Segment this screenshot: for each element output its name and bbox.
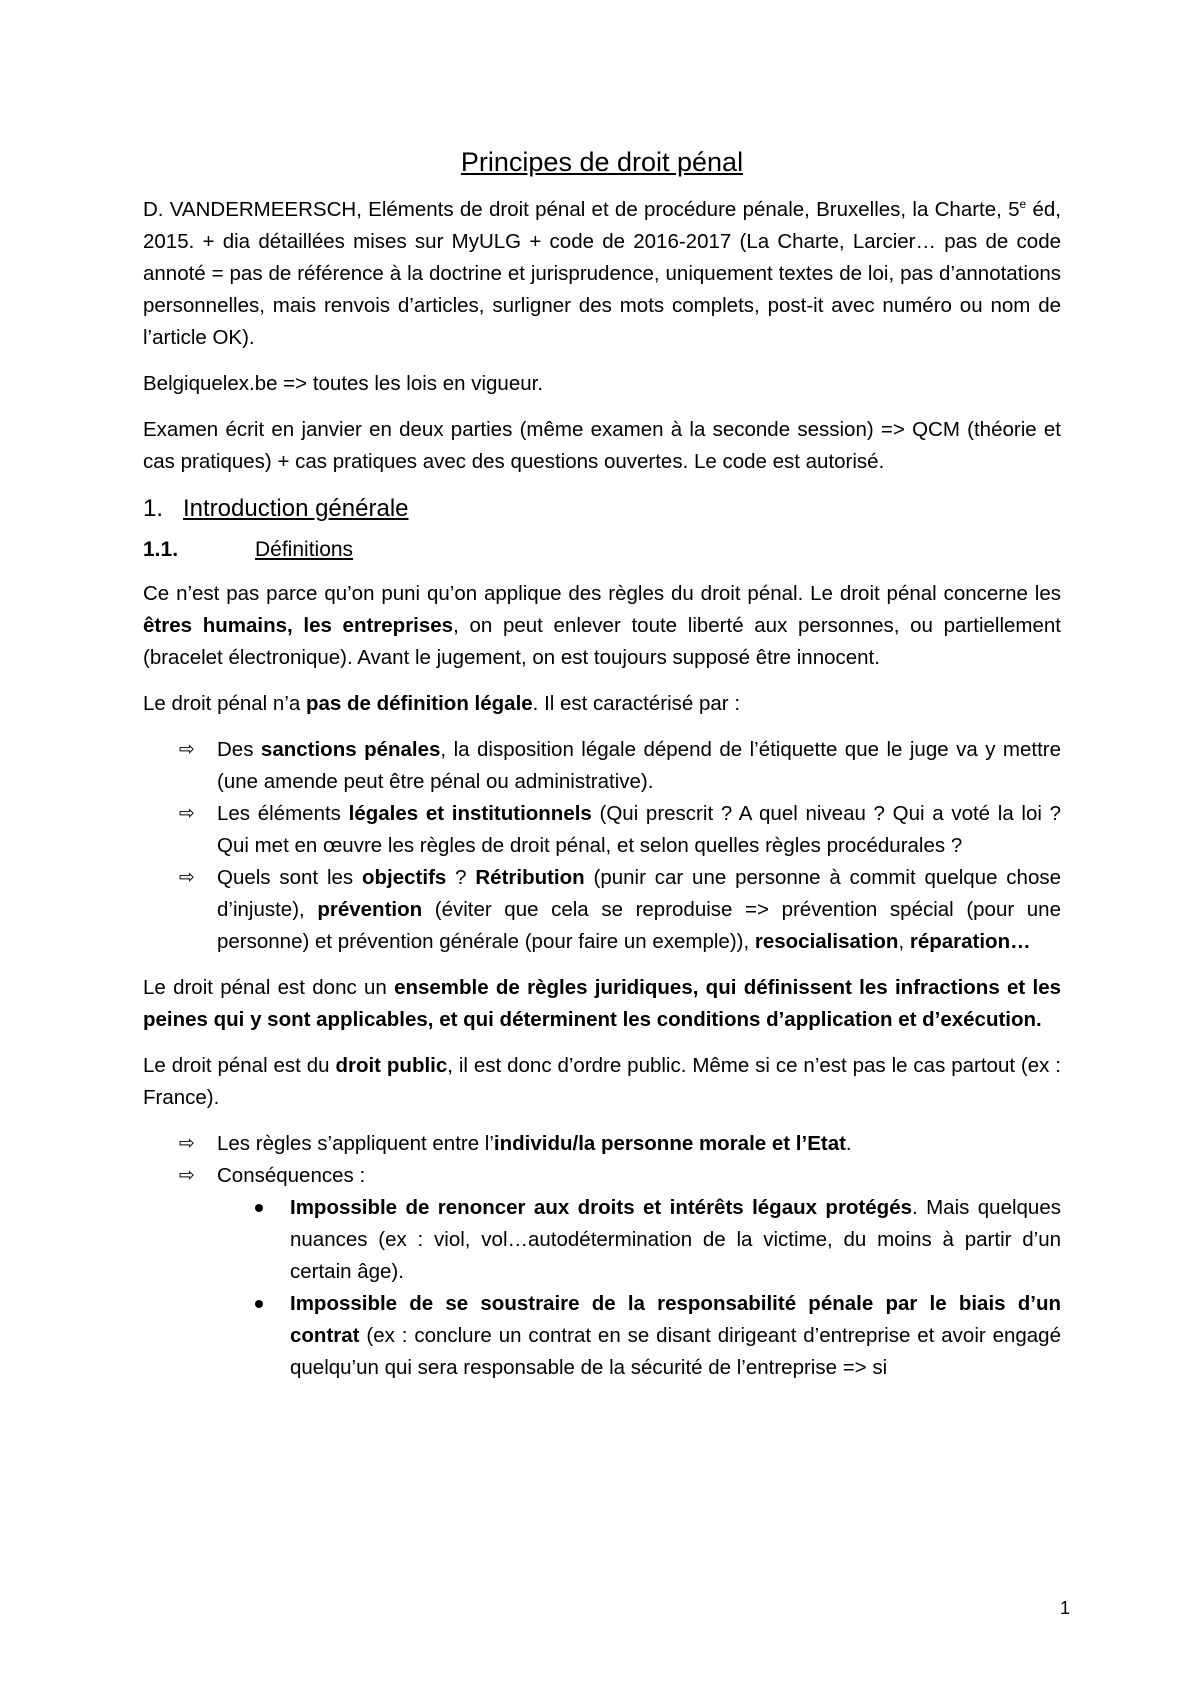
list-item	[143, 862, 1061, 958]
arrow-icon: ⇨	[179, 1133, 195, 1154]
text: ,	[898, 930, 910, 953]
bold-text: légales et institutionnels	[348, 802, 592, 825]
ref-text-b: éd, 2015. + dia détaillées mises sur MyULG + code de 2016-2017 (La Charte, Larcier… pas de code annoté = pas de référence à la doctrine et jurisprudence, uniquement textes de loi, pas d’annotations personnelles, mais renvois d’articles, surligner des mots complets, post-it avec numéro ou nom de l’article OK).	[143, 198, 1061, 349]
belgiquelex-paragraph: Belgiquelex.be => toutes les lois en vigueur.	[143, 372, 544, 395]
subsection-number: 1.1.	[143, 538, 179, 561]
page-number: 1	[1059, 1598, 1070, 1618]
list-item	[143, 1160, 1061, 1384]
text: Le droit pénal est donc un	[143, 976, 395, 999]
list-item	[143, 798, 1061, 862]
list-item	[143, 734, 1061, 798]
bold-text: réparation…	[909, 930, 1031, 953]
text: (éviter que cela se reproduise => prévention spécial (pour une personne) et prévention générale (pour faire un exemple)),	[217, 898, 1061, 953]
text: Les règles s’appliquent entre l’	[217, 1132, 494, 1155]
bold-text: Impossible de renoncer aux droits et intérêts légaux protégés	[290, 1196, 912, 1219]
subsection-title: Définitions	[255, 538, 354, 561]
public-law-list	[143, 1128, 1061, 1384]
bold-text: ensemble de règles juridiques, qui définissent les infractions et les peines qui y sont applicables, et qui déterminent les conditions d’application et d’exécution.	[143, 976, 1061, 1031]
text: Quels sont les	[217, 866, 362, 889]
exam-paragraph: Examen écrit en janvier en deux parties (même examen à la seconde session) => QCM (théorie et cas pratiques) + cas pratiques avec des questions ouvertes. Le code est autorisé.	[143, 418, 1061, 473]
list-item	[143, 1128, 1061, 1160]
reference-paragraph	[143, 194, 1061, 354]
bold-text: individu/la personne morale et l’Etat	[493, 1132, 846, 1155]
text: , la disposition légale dépend de l’étiquette que le juge va y mettre (une amende peut être pénal ou administrative).	[217, 738, 1061, 793]
legal-definition-paragraph	[143, 688, 1061, 720]
bold-text: êtres humains, les entreprises	[143, 614, 454, 637]
bold-text: Rétribution	[475, 866, 585, 889]
text: . Il est caractérisé par :	[532, 692, 741, 715]
subsection-heading-1-1	[143, 534, 1061, 566]
text: Le droit pénal n’a	[143, 692, 306, 715]
definition-paragraph	[143, 578, 1061, 674]
page-content	[143, 142, 1061, 1398]
bold-text: objectifs	[362, 866, 447, 889]
arrow-icon: ⇨	[179, 739, 195, 760]
page-title: Principes de droit pénal	[460, 147, 744, 177]
bold-text: pas de définition légale	[305, 692, 533, 715]
text: . Mais quelques nuances (ex : viol, vol…autodétermination de la victime, du moins à partir d’un certain âge).	[290, 1196, 1061, 1283]
arrow-icon: ⇨	[179, 803, 195, 824]
section-title: Introduction générale	[183, 495, 409, 522]
bold-text: droit public	[335, 1054, 448, 1077]
bullet-icon	[255, 1300, 263, 1308]
list-item	[217, 1288, 1061, 1384]
text: Les éléments	[217, 802, 349, 825]
text: , il est donc d’ordre public. Même si ce n’est pas le cas partout (ex : France).	[143, 1054, 1061, 1109]
text: Conséquences :	[217, 1164, 366, 1187]
characteristics-list	[143, 734, 1061, 958]
public-law-paragraph	[143, 1050, 1061, 1114]
bold-text: resocialisation	[754, 930, 899, 953]
bold-text: sanctions pénales	[260, 738, 441, 761]
text: ?	[446, 866, 476, 889]
text: , on peut enlever toute liberté aux personnes, ou partiellement (bracelet électronique). Avant le jugement, on est toujours supposé être innocent.	[143, 614, 1061, 669]
text: Ce n’est pas parce qu’on puni qu’on applique des règles du droit pénal. Le droit pénal concerne les	[143, 582, 1061, 605]
text: (punir car une personne à commit quelque chose d’injuste),	[217, 866, 1062, 921]
ref-superscript: e	[1019, 197, 1027, 212]
section-number: 1.	[143, 495, 164, 522]
section-heading-1	[143, 492, 1061, 526]
bullet-icon	[255, 1204, 263, 1212]
text: (Qui prescrit ? A quel niveau ? Qui a voté la loi ? Qui met en œuvre les règles de droit pénal, et selon quelles règles procédurales ?	[217, 802, 1062, 857]
summary-paragraph	[143, 972, 1061, 1036]
bold-text: prévention	[317, 898, 423, 921]
text: (ex : conclure un contrat en se disant dirigeant d’entreprise et avoir engagé quelqu’un qui sera responsable de la sécurité de l’entreprise => si	[290, 1324, 1061, 1379]
text: Des	[217, 738, 261, 761]
consequences-list	[217, 1192, 1061, 1384]
arrow-icon: ⇨	[179, 1165, 195, 1186]
arrow-icon: ⇨	[179, 867, 195, 888]
text: Le droit pénal est du	[143, 1054, 336, 1077]
list-item	[217, 1192, 1061, 1288]
bold-text: Impossible de se soustraire de la responsabilité pénale par le biais d’un contrat	[290, 1292, 1061, 1347]
text: .	[845, 1132, 852, 1155]
ref-text-a: D. VANDERMEERSCH, Eléments de droit pénal et de procédure pénale, Bruxelles, la Charte, 5	[143, 198, 1020, 221]
